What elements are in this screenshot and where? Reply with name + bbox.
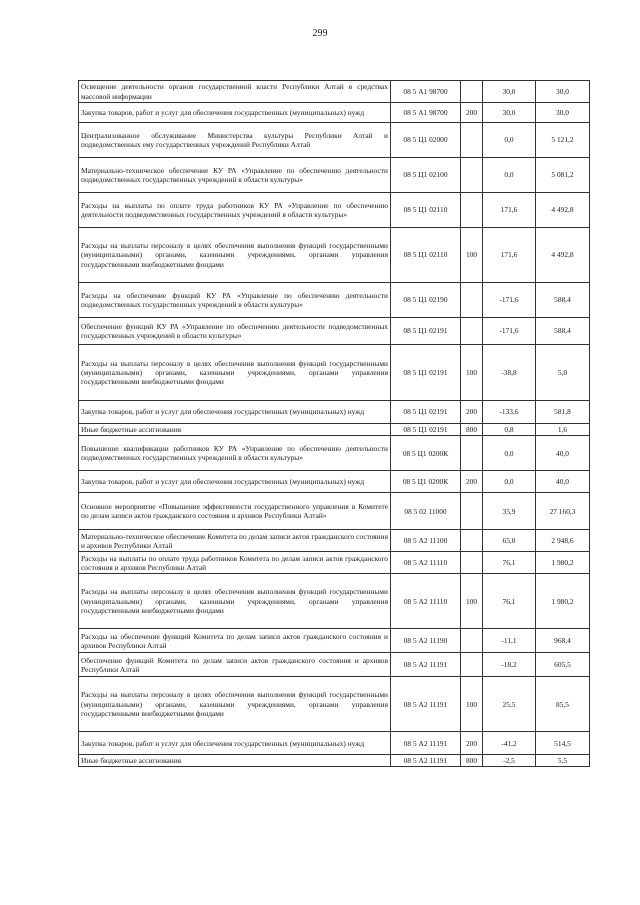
expense-type-code: [461, 81, 483, 103]
target-article-code: 08 5 Ц1 0200К: [391, 436, 461, 471]
expense-name: Материально-техническое обеспечение КУ РА «Управление по обеспечению деятельности подведомственных государственных учреждений в области культуры»: [79, 158, 391, 193]
table-row: [79, 345, 590, 401]
amount-change: 0,0: [483, 471, 536, 493]
expense-type-code: 200: [461, 471, 483, 493]
budget-table: [78, 80, 590, 767]
expense-type-code: [461, 530, 483, 552]
expense-type-code: [461, 552, 483, 574]
amount-total: 1 980,2: [536, 574, 590, 629]
expense-name: Основное мероприятие «Повышение эффективности государственного управления в Комитете по делам записи актов гражданского состояния и архивов Республики Алтай»: [79, 493, 391, 530]
expense-type-code: [461, 436, 483, 471]
expense-name: Расходы на выплаты персоналу в целях обеспечения выполнения функций государственными (муниципальными) органами, казенными учреждениями, органами управления государственными внебюджетными фондами: [79, 228, 391, 283]
table-row: [79, 677, 590, 732]
amount-change: 0,8: [483, 424, 536, 436]
amount-total: 1,6: [536, 424, 590, 436]
expense-type-code: 100: [461, 677, 483, 732]
expense-type-code: [461, 318, 483, 345]
amount-change: 25,5: [483, 677, 536, 732]
target-article-code: 08 5 А2 11191: [391, 653, 461, 677]
table-row: [79, 471, 590, 493]
amount-change: -41,2: [483, 732, 536, 755]
amount-total: 30,0: [536, 103, 590, 123]
amount-total: 4 492,8: [536, 193, 590, 228]
target-article-code: 08 5 Ц1 02191: [391, 401, 461, 424]
amount-change: -133,6: [483, 401, 536, 424]
amount-total: 27 160,3: [536, 493, 590, 530]
expense-type-code: 200: [461, 732, 483, 755]
table-row: [79, 81, 590, 103]
target-article-code: 08 5 А2 11110: [391, 552, 461, 574]
amount-change: -11,1: [483, 629, 536, 653]
table-row: [79, 401, 590, 424]
expense-name: Расходы на выплаты персоналу в целях обеспечения выполнения функций государственными (муниципальными) органами, казенными учреждениями, органами управления государственными внебюджетными фондами: [79, 677, 391, 732]
expense-name: Иные бюджетные ассигнования: [79, 424, 391, 436]
amount-change: -18,2: [483, 653, 536, 677]
amount-change: -2,5: [483, 755, 536, 767]
expense-type-code: [461, 158, 483, 193]
amount-change: 30,0: [483, 103, 536, 123]
expense-name: Расходы на выплаты по оплате труда работников Комитета по делам записи актов гражданского состояния и архивов Республики Алтай: [79, 552, 391, 574]
expense-type-code: [461, 193, 483, 228]
expense-name: Расходы на выплаты персоналу в целях обеспечения выполнения функций государственными (муниципальными) органами, казенными учреждениями, органами управления государственными внебюджетными фондами: [79, 345, 391, 401]
page-number: 299: [312, 28, 328, 39]
expense-type-code: 800: [461, 424, 483, 436]
target-article-code: 08 5 Ц1 02100: [391, 158, 461, 193]
table-row: [79, 228, 590, 283]
expense-type-code: 100: [461, 228, 483, 283]
expense-type-code: 100: [461, 345, 483, 401]
expense-type-code: [461, 653, 483, 677]
expense-name: Расходы на обеспечение функций КУ РА «Управление по обеспечению деятельности подведомственных государственных учреждений в области культуры»: [79, 283, 391, 318]
amount-total: 5 081,2: [536, 158, 590, 193]
expense-type-code: [461, 629, 483, 653]
expense-name: Расходы на выплаты по оплате труда работников КУ РА «Управление по обеспечению деятельности подведомственных государственных учреждений в области культуры»: [79, 193, 391, 228]
table-row: [79, 424, 590, 436]
target-article-code: 08 5 А1 98700: [391, 81, 461, 103]
expense-name: Закупка товаров, работ и услуг для обеспечения государственных (муниципальных) нужд: [79, 103, 391, 123]
table-row: [79, 732, 590, 755]
table-row: [79, 493, 590, 530]
table-row: [79, 123, 590, 158]
table-row: [79, 283, 590, 318]
expense-type-code: 200: [461, 401, 483, 424]
expense-type-code: 100: [461, 574, 483, 629]
target-article-code: 08 5 Ц1 02191: [391, 424, 461, 436]
expense-name: Обеспечение функций КУ РА «Управление по обеспечению деятельности подведомственных государственных учреждений в области культуры»: [79, 318, 391, 345]
target-article-code: 08 5 02 11000: [391, 493, 461, 530]
target-article-code: 08 5 А1 98700: [391, 103, 461, 123]
amount-total: 40,0: [536, 471, 590, 493]
target-article-code: 08 5 А2 11190: [391, 629, 461, 653]
target-article-code: 08 5 Ц1 02110: [391, 228, 461, 283]
target-article-code: 08 5 Ц1 02191: [391, 318, 461, 345]
amount-total: 5,5: [536, 755, 590, 767]
amount-change: -171,6: [483, 283, 536, 318]
amount-total: 85,5: [536, 677, 590, 732]
expense-name: Закупка товаров, работ и услуг для обеспечения государственных (муниципальных) нужд: [79, 471, 391, 493]
amount-total: 30,0: [536, 81, 590, 103]
amount-total: 40,0: [536, 436, 590, 471]
amount-change: 171,6: [483, 228, 536, 283]
budget-table-body: [79, 81, 590, 767]
expense-name: Материально-техническое обеспечение Комитета по делам записи актов гражданского состояния и архивов Республики Алтай: [79, 530, 391, 552]
expense-name: Расходы на обеспечение функций Комитета по делам записи актов гражданского состояния и архивов Республики Алтай: [79, 629, 391, 653]
expense-name: Освещение деятельности органов государственной власти Республики Алтай в средствах массовой информации: [79, 81, 391, 103]
target-article-code: 08 5 А2 11110: [391, 574, 461, 629]
table-row: [79, 193, 590, 228]
expense-name: Повышение квалификации работников КУ РА «Управление по обеспечению деятельности подведомственных государственных учреждений в области культуры»: [79, 436, 391, 471]
amount-change: 65,0: [483, 530, 536, 552]
amount-change: -171,6: [483, 318, 536, 345]
table-row: [79, 158, 590, 193]
amount-total: 588,4: [536, 283, 590, 318]
table-row: [79, 530, 590, 552]
amount-total: 5,0: [536, 345, 590, 401]
table-row: [79, 436, 590, 471]
amount-change: 0,0: [483, 436, 536, 471]
target-article-code: 08 5 А2 11100: [391, 530, 461, 552]
amount-total: 2 948,6: [536, 530, 590, 552]
target-article-code: 08 5 А2 11191: [391, 677, 461, 732]
expense-name: Иные бюджетные ассигнования: [79, 755, 391, 767]
expense-name: Закупка товаров, работ и услуг для обеспечения государственных (муниципальных) нужд: [79, 401, 391, 424]
expense-name: Расходы на выплаты персоналу в целях обеспечения выполнения функций государственными (муниципальными) органами, казенными учреждениями, органами управления государственными внебюджетными фондами: [79, 574, 391, 629]
target-article-code: 08 5 Ц1 02190: [391, 283, 461, 318]
expense-type-code: 800: [461, 755, 483, 767]
target-article-code: 08 5 Ц1 0200К: [391, 471, 461, 493]
expense-type-code: 200: [461, 103, 483, 123]
amount-change: 76,1: [483, 574, 536, 629]
table-row: [79, 318, 590, 345]
target-article-code: 08 5 Ц1 02110: [391, 193, 461, 228]
amount-total: 581,8: [536, 401, 590, 424]
amount-total: 5 121,2: [536, 123, 590, 158]
amount-change: -38,8: [483, 345, 536, 401]
amount-change: 76,1: [483, 552, 536, 574]
amount-total: 968,4: [536, 629, 590, 653]
target-article-code: 08 5 А2 11191: [391, 755, 461, 767]
expense-name: Централизованное обслуживание Министерства культуры Республики Алтай и подведомственных ему государственных учреждений Республики Алтай: [79, 123, 391, 158]
target-article-code: 08 5 Ц1 02191: [391, 345, 461, 401]
table-row: [79, 755, 590, 767]
amount-change: 35,9: [483, 493, 536, 530]
expense-name: Закупка товаров, работ и услуг для обеспечения государственных (муниципальных) нужд: [79, 732, 391, 755]
amount-change: 30,0: [483, 81, 536, 103]
target-article-code: 08 5 Ц1 02000: [391, 123, 461, 158]
table-row: [79, 103, 590, 123]
amount-total: 514,5: [536, 732, 590, 755]
amount-total: 4 492,8: [536, 228, 590, 283]
expense-type-code: [461, 283, 483, 318]
expense-type-code: [461, 123, 483, 158]
amount-total: 588,4: [536, 318, 590, 345]
table-row: [79, 574, 590, 629]
amount-change: 0,0: [483, 123, 536, 158]
amount-change: 171,6: [483, 193, 536, 228]
table-row: [79, 629, 590, 653]
table-row: [79, 653, 590, 677]
expense-name: Обеспечение функций Комитета по делам записи актов гражданского состояния и архивов Республики Алтай: [79, 653, 391, 677]
expense-type-code: [461, 493, 483, 530]
target-article-code: 08 5 А2 11191: [391, 732, 461, 755]
amount-change: 0,0: [483, 158, 536, 193]
amount-total: 1 980,2: [536, 552, 590, 574]
table-row: [79, 552, 590, 574]
amount-total: 605,5: [536, 653, 590, 677]
